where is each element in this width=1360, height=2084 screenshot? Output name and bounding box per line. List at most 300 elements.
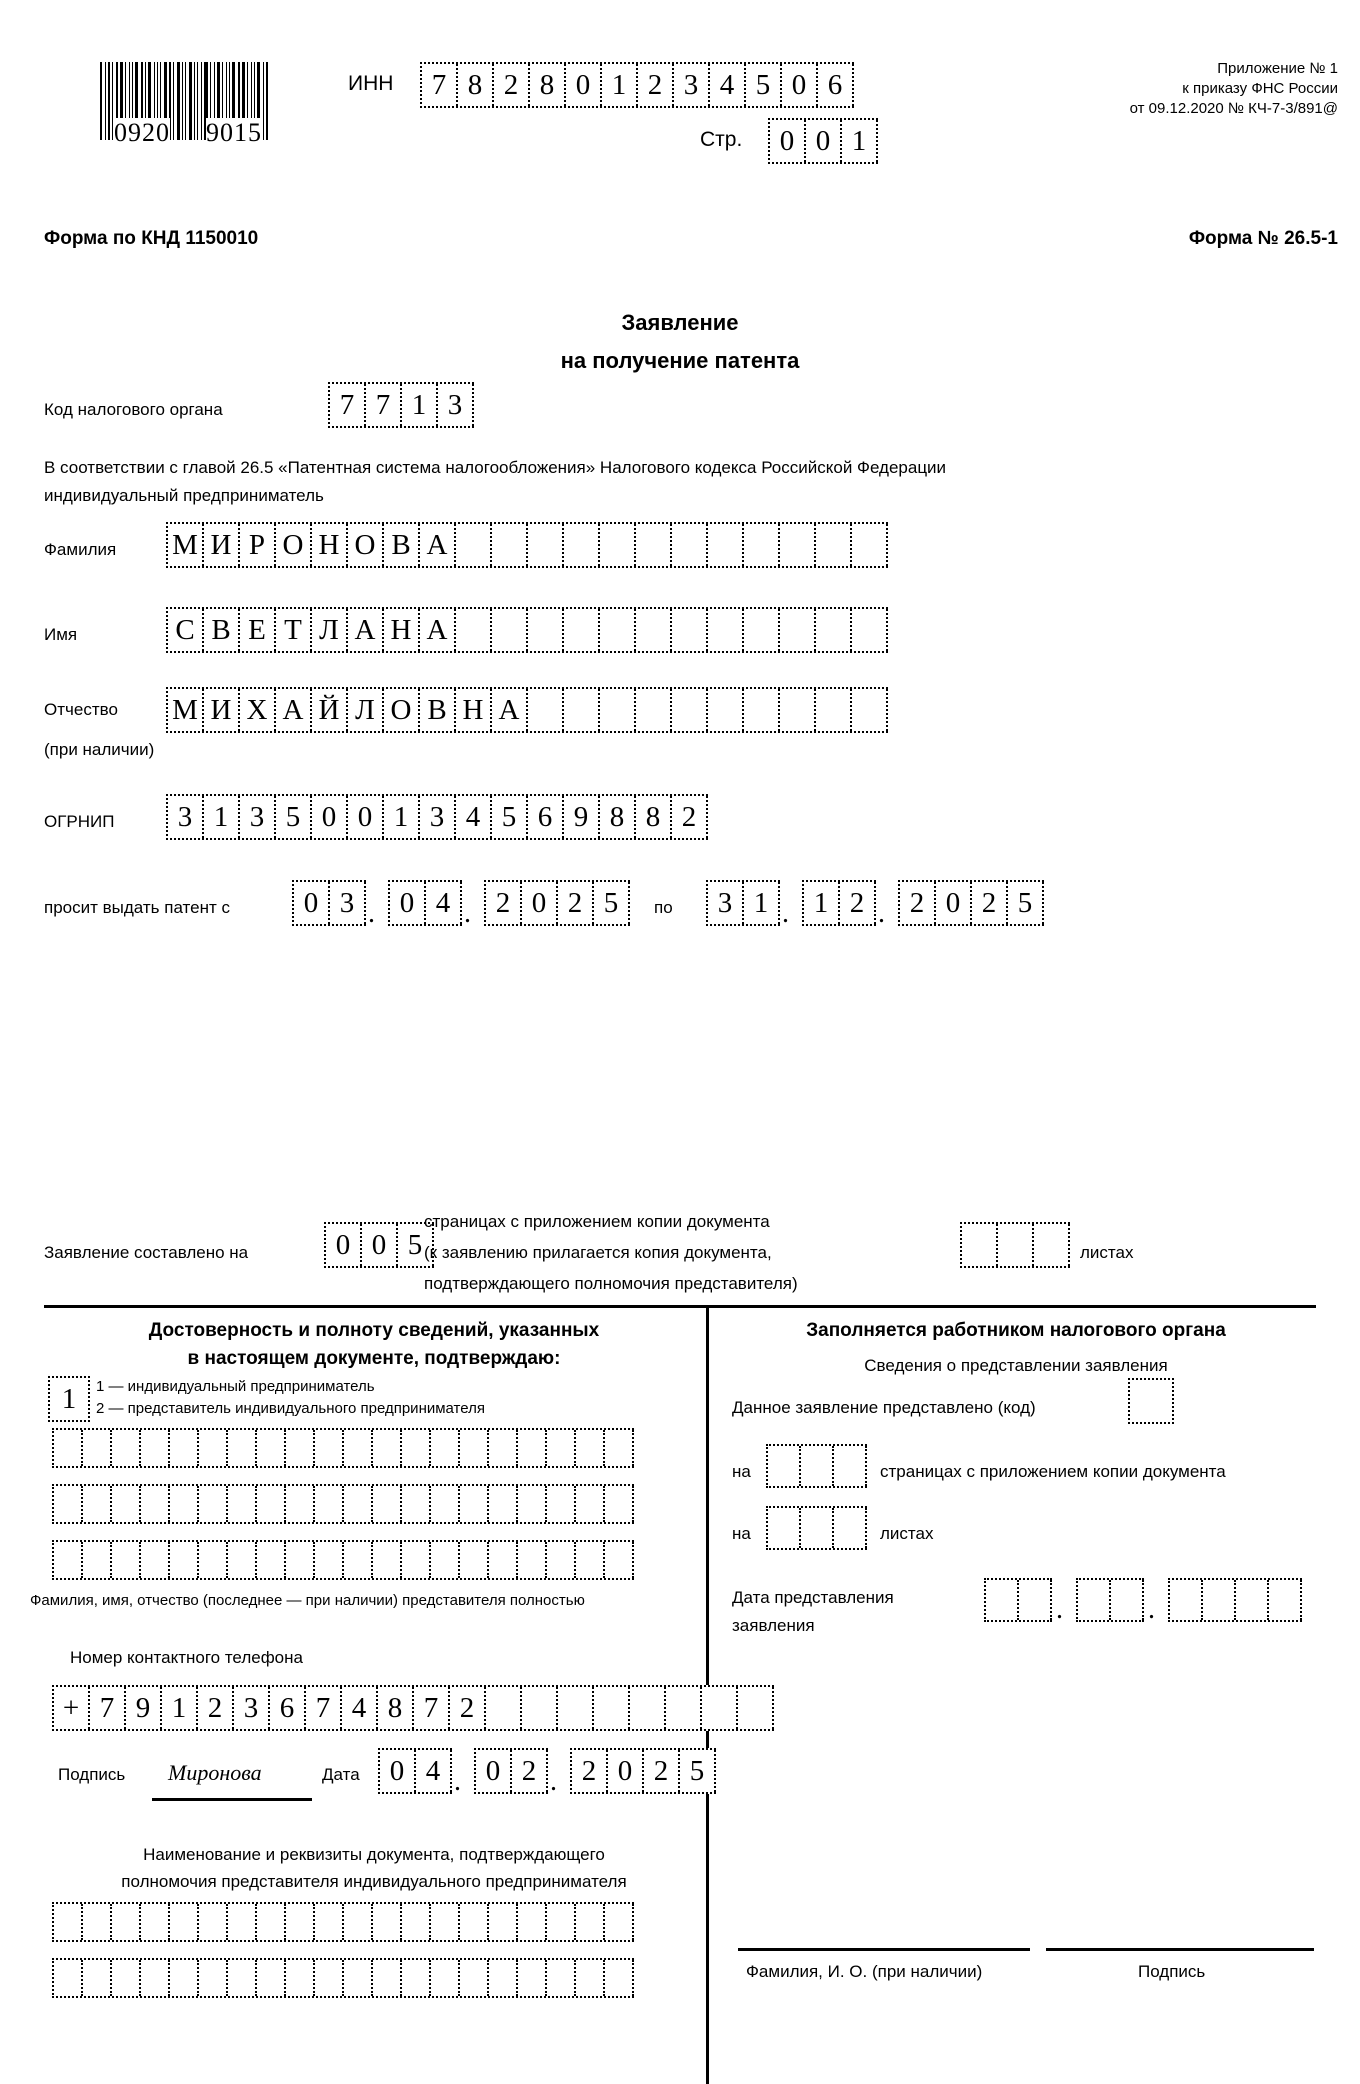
date-cell	[1203, 1580, 1236, 1620]
firstname-field[interactable]	[166, 607, 888, 653]
date-separator-dot: .	[878, 898, 885, 929]
inn-cell: 3	[674, 64, 710, 106]
tax-authority-code-field[interactable]	[328, 382, 474, 428]
date-cell: 1	[744, 882, 780, 924]
document-details-cell	[460, 1960, 489, 1996]
surname-cell	[564, 524, 600, 566]
date-cell	[1019, 1580, 1052, 1620]
date-cell: 1	[804, 882, 840, 924]
surname-cell: А	[420, 524, 456, 566]
representative-name-cell	[518, 1430, 547, 1466]
document-details-cell	[315, 1960, 344, 1996]
representative-name-cell	[112, 1430, 141, 1466]
firstname-cell	[816, 609, 852, 651]
ogrnip-cell: 8	[600, 796, 636, 838]
document-details-row[interactable]	[52, 1902, 634, 1942]
representative-name-cell	[199, 1486, 228, 1522]
surname-cell	[492, 524, 528, 566]
phone-cell	[558, 1687, 594, 1729]
tax-code-cell: 3	[438, 384, 474, 426]
document-details-cell	[141, 1960, 170, 1996]
document-details-cell	[605, 1960, 634, 1996]
barcode	[100, 62, 270, 148]
document-details-cell	[518, 1904, 547, 1940]
representative-name-cell	[286, 1486, 315, 1522]
representative-name-cell	[605, 1430, 634, 1466]
date-separator-dot: .	[1148, 1594, 1155, 1625]
official-date-label-1: Дата представления	[732, 1588, 894, 1607]
confirmation-date-day[interactable]	[378, 1748, 452, 1794]
ogrnip-cell: 8	[636, 796, 672, 838]
document-details-cell	[112, 1960, 141, 1996]
tax-code-cell: 1	[402, 384, 438, 426]
patronymic-cell	[564, 689, 600, 731]
representative-name-cell	[547, 1486, 576, 1522]
representative-name-cell	[257, 1486, 286, 1522]
official-subheading: Сведения о представлении заявления	[864, 1356, 1168, 1375]
surname-cell	[672, 524, 708, 566]
phone-cell: 9	[126, 1687, 162, 1729]
confirmation-code-value: 1	[61, 1382, 77, 1415]
ogrnip-cell: 5	[276, 796, 312, 838]
ogrnip-cell: 6	[528, 796, 564, 838]
appendix-line-1: Приложение № 1	[1217, 60, 1338, 77]
document-details-row[interactable]	[52, 1958, 634, 1998]
date-cell	[1111, 1580, 1144, 1620]
official-on-label-1: на	[732, 1462, 751, 1481]
document-details-cell	[460, 1904, 489, 1940]
inn-cell: 5	[746, 64, 782, 106]
ogrnip-cell: 1	[384, 796, 420, 838]
representative-name-cell	[257, 1542, 286, 1578]
inn-cell: 4	[710, 64, 746, 106]
official-footer-signature: Подпись	[1138, 1962, 1206, 1981]
patronymic-cell	[744, 689, 780, 731]
representative-name-cell	[170, 1430, 199, 1466]
official-heading: Заполняется работником налогового органа	[806, 1320, 1226, 1341]
representative-name-cell	[431, 1542, 460, 1578]
date-cell: 5	[594, 882, 630, 924]
patronymic-cell	[780, 689, 816, 731]
ogrnip-field[interactable]	[166, 794, 708, 840]
representative-name-cell	[141, 1430, 170, 1466]
signature-label: Подпись	[58, 1765, 126, 1784]
inn-cell: 2	[638, 64, 674, 106]
patronymic-cell	[636, 689, 672, 731]
composition-text-1: страницах с приложением копии документа	[424, 1212, 770, 1231]
document-details-cell	[228, 1904, 257, 1940]
signature-underline	[152, 1798, 312, 1801]
official-pages-text: страницах с приложением копии документа	[880, 1462, 1226, 1481]
official-sheets-cell	[768, 1508, 801, 1548]
patronymic-cell	[708, 689, 744, 731]
page-title-line-2: на получение патента	[560, 348, 800, 373]
document-details-cell	[286, 1960, 315, 1996]
representative-name-cell	[373, 1486, 402, 1522]
representative-name-cell	[257, 1430, 286, 1466]
representative-name-cell	[141, 1542, 170, 1578]
date-cell: 0	[476, 1750, 512, 1792]
appendix-line-3: от 09.12.2020 № КЧ-7-3/891@	[1129, 100, 1338, 117]
appendix-line-2: к приказу ФНС России	[1182, 80, 1338, 97]
phone-cell: 4	[342, 1687, 378, 1729]
ogrnip-cell: 0	[312, 796, 348, 838]
official-date-label-2: заявления	[732, 1616, 815, 1635]
representative-name-cell	[344, 1486, 373, 1522]
phone-cell	[522, 1687, 558, 1729]
official-date-day[interactable]	[984, 1578, 1052, 1622]
representative-name-cell	[460, 1486, 489, 1522]
patronymic-field[interactable]	[166, 687, 888, 733]
date-cell: 2	[558, 882, 594, 924]
representative-name-cell	[431, 1486, 460, 1522]
date-cell: 3	[708, 882, 744, 924]
patent-to-month[interactable]	[802, 880, 876, 926]
firstname-cell	[852, 609, 888, 651]
representative-name-cell	[605, 1542, 634, 1578]
surname-cell: Н	[312, 524, 348, 566]
representative-name-cell	[83, 1430, 112, 1466]
representative-name-row[interactable]	[52, 1484, 634, 1524]
representative-name-cell	[170, 1486, 199, 1522]
date-cell	[1236, 1580, 1269, 1620]
pages-cell: 0	[326, 1224, 362, 1266]
official-on-label-2: на	[732, 1524, 751, 1543]
representative-name-cell	[402, 1430, 431, 1466]
representative-name-cell	[547, 1430, 576, 1466]
inn-cell: 8	[530, 64, 566, 106]
phone-cell: 7	[90, 1687, 126, 1729]
official-sheets-cell	[834, 1508, 867, 1548]
date-cell: 5	[680, 1750, 716, 1792]
representative-name-cell	[344, 1430, 373, 1466]
firstname-cell: С	[168, 609, 204, 651]
barcode-number-right: 9015	[206, 118, 262, 147]
patronymic-cell: Н	[456, 689, 492, 731]
intro-line-2: индивидуальный предприниматель	[44, 486, 324, 505]
patronymic-label: Отчество	[44, 700, 118, 719]
document-caption-2: полномочия представителя индивидуального предпринимателя	[121, 1872, 627, 1891]
surname-cell	[600, 524, 636, 566]
patent-to-label: по	[654, 898, 673, 917]
ogrnip-cell: 1	[204, 796, 240, 838]
representative-name-cell	[54, 1486, 83, 1522]
composition-pages-field[interactable]	[324, 1222, 434, 1268]
document-details-cell	[170, 1960, 199, 1996]
patronymic-cell: А	[492, 689, 528, 731]
representative-name-cell	[170, 1542, 199, 1578]
page-number-field[interactable]	[768, 118, 878, 164]
document-details-cell	[373, 1904, 402, 1940]
date-cell: 4	[426, 882, 462, 924]
official-sheets-cell	[801, 1508, 834, 1548]
phone-cell: 7	[414, 1687, 450, 1729]
document-details-cell	[576, 1904, 605, 1940]
page-number-cell: 1	[842, 120, 878, 162]
phone-cell	[630, 1687, 666, 1729]
intro-line-1: В соответствии с главой 26.5 «Патентная система налогообложения» Налогового кодекса Российской Федерации	[44, 458, 947, 477]
patent-from-month[interactable]	[388, 880, 462, 926]
patent-from-year[interactable]	[484, 880, 630, 926]
patronymic-cell: А	[276, 689, 312, 731]
surname-label: Фамилия	[44, 540, 117, 559]
patronymic-cell: М	[168, 689, 204, 731]
date-cell: 0	[390, 882, 426, 924]
composition-text-2: (к заявлению прилагается копия документа,	[424, 1243, 772, 1262]
date-separator-dot: .	[368, 898, 375, 929]
phone-cell: 8	[378, 1687, 414, 1729]
document-details-cell	[518, 1960, 547, 1996]
firstname-cell: Е	[240, 609, 276, 651]
ogrnip-cell: 4	[456, 796, 492, 838]
date-cell: 3	[330, 882, 366, 924]
barcode-numbers	[100, 118, 270, 148]
ogrnip-cell: 0	[348, 796, 384, 838]
document-details-cell	[170, 1904, 199, 1940]
firstname-cell	[600, 609, 636, 651]
document-details-cell	[286, 1904, 315, 1940]
inn-field[interactable]	[420, 62, 854, 108]
ogrnip-cell: 9	[564, 796, 600, 838]
date-cell	[1170, 1580, 1203, 1620]
date-cell	[1078, 1580, 1111, 1620]
document-details-cell	[112, 1904, 141, 1940]
phone-cell: 7	[306, 1687, 342, 1729]
surname-cell	[816, 524, 852, 566]
surname-cell	[636, 524, 672, 566]
surname-cell	[744, 524, 780, 566]
representative-name-cell	[460, 1430, 489, 1466]
sheets-cell	[998, 1224, 1034, 1266]
representative-name-cell	[576, 1542, 605, 1578]
date-cell	[986, 1580, 1019, 1620]
firstname-cell	[744, 609, 780, 651]
surname-cell: М	[168, 524, 204, 566]
firstname-cell	[780, 609, 816, 651]
official-submitted-code-field[interactable]	[1128, 1378, 1174, 1424]
patronymic-cell	[852, 689, 888, 731]
surname-cell	[708, 524, 744, 566]
official-pages-cell	[801, 1446, 834, 1486]
representative-name-cell	[141, 1486, 170, 1522]
representative-name-cell	[489, 1542, 518, 1578]
official-pages-field[interactable]	[766, 1444, 867, 1488]
phone-cell: 2	[450, 1687, 486, 1729]
representative-name-cell	[112, 1542, 141, 1578]
document-details-cell	[402, 1904, 431, 1940]
surname-field[interactable]	[166, 522, 888, 568]
document-details-cell	[199, 1960, 228, 1996]
patronymic-cell	[816, 689, 852, 731]
surname-cell: В	[384, 524, 420, 566]
surname-cell	[780, 524, 816, 566]
representative-caption: Фамилия, имя, отчество (последнее — при наличии) представителя полностью	[30, 1592, 585, 1609]
tax-code-cell: 7	[330, 384, 366, 426]
firstname-cell: Л	[312, 609, 348, 651]
representative-name-cell	[489, 1430, 518, 1466]
official-sheets-text: листах	[880, 1524, 934, 1543]
ogrnip-cell: 3	[240, 796, 276, 838]
phone-label: Номер контактного телефона	[70, 1648, 303, 1667]
document-details-cell	[373, 1960, 402, 1996]
document-details-cell	[431, 1960, 460, 1996]
confirmation-code-field[interactable]	[48, 1376, 90, 1422]
representative-name-cell	[373, 1430, 402, 1466]
ogrnip-cell: 3	[420, 796, 456, 838]
date-cell: 2	[644, 1750, 680, 1792]
phone-cell	[738, 1687, 774, 1729]
date-cell: 0	[608, 1750, 644, 1792]
surname-cell: И	[204, 524, 240, 566]
firstname-cell	[492, 609, 528, 651]
document-details-cell	[315, 1904, 344, 1940]
composition-label: Заявление составлено на	[44, 1243, 249, 1262]
official-date-year[interactable]	[1168, 1578, 1302, 1622]
patronymic-cell: В	[420, 689, 456, 731]
patronymic-cell: О	[384, 689, 420, 731]
inn-label: ИНН	[348, 72, 394, 95]
date-cell: 0	[522, 882, 558, 924]
sheets-cell	[1034, 1224, 1070, 1266]
representative-name-row[interactable]	[52, 1540, 634, 1580]
firstname-cell	[528, 609, 564, 651]
document-details-cell	[54, 1904, 83, 1940]
phone-cell	[486, 1687, 522, 1729]
patent-from-day[interactable]	[292, 880, 366, 926]
date-cell: 2	[840, 882, 876, 924]
representative-name-cell	[315, 1486, 344, 1522]
inn-cell: 7	[422, 64, 458, 106]
date-cell: 0	[936, 882, 972, 924]
representative-name-cell	[547, 1542, 576, 1578]
ogrnip-cell: 5	[492, 796, 528, 838]
representative-name-cell	[286, 1542, 315, 1578]
date-cell: 2	[572, 1750, 608, 1792]
official-sheets-field[interactable]	[766, 1506, 867, 1550]
patronymic-cell: И	[204, 689, 240, 731]
representative-name-cell	[402, 1542, 431, 1578]
date-separator-dot: .	[454, 1766, 461, 1797]
page-label: Стр.	[700, 128, 743, 151]
date-cell: 0	[294, 882, 330, 924]
firstname-cell: В	[204, 609, 240, 651]
phone-cell: 3	[234, 1687, 270, 1729]
representative-name-cell	[489, 1486, 518, 1522]
representative-name-cell	[199, 1542, 228, 1578]
barcode-number-left: 0920	[114, 118, 170, 147]
composition-sheets-field[interactable]	[960, 1222, 1070, 1268]
date-separator-dot: .	[782, 898, 789, 929]
official-submitted-label: Данное заявление представлено (код)	[732, 1398, 1036, 1417]
representative-name-row[interactable]	[52, 1428, 634, 1468]
appendix-header	[1130, 60, 1338, 117]
document-details-cell	[547, 1904, 576, 1940]
representative-name-cell	[373, 1542, 402, 1578]
date-cell: 0	[380, 1750, 416, 1792]
phone-cell	[666, 1687, 702, 1729]
document-details-cell	[199, 1904, 228, 1940]
ogrnip-label: ОГРНИП	[44, 812, 115, 831]
date-cell: 2	[486, 882, 522, 924]
official-date-month[interactable]	[1076, 1578, 1144, 1622]
patronymic-cell	[600, 689, 636, 731]
representative-name-cell	[576, 1486, 605, 1522]
document-details-cell	[344, 1904, 373, 1940]
representative-name-cell	[344, 1542, 373, 1578]
date-separator-dot: .	[550, 1766, 557, 1797]
representative-name-cell	[518, 1542, 547, 1578]
composition-sheets-label: листах	[1080, 1243, 1134, 1262]
patent-to-day[interactable]	[706, 880, 780, 926]
official-pages-cell	[834, 1446, 867, 1486]
composition-text-3: подтверждающего полномочия представителя)	[424, 1274, 798, 1293]
patronymic-cell: Л	[348, 689, 384, 731]
date-separator-dot: .	[1056, 1594, 1063, 1625]
patronymic-cell: Й	[312, 689, 348, 731]
phone-cell	[702, 1687, 738, 1729]
patronymic-cell	[528, 689, 564, 731]
firstname-cell	[672, 609, 708, 651]
pages-cell: 0	[362, 1224, 398, 1266]
patronymic-cell	[672, 689, 708, 731]
date-cell: 2	[512, 1750, 548, 1792]
knd-code: Форма по КНД 1150010	[44, 228, 259, 249]
representative-name-cell	[199, 1430, 228, 1466]
representative-name-cell	[228, 1542, 257, 1578]
document-details-cell	[547, 1960, 576, 1996]
surname-cell: О	[348, 524, 384, 566]
representative-name-cell	[228, 1430, 257, 1466]
ogrnip-cell: 3	[168, 796, 204, 838]
surname-cell	[528, 524, 564, 566]
inn-cell: 2	[494, 64, 530, 106]
surname-cell	[456, 524, 492, 566]
patronymic-note: (при наличии)	[44, 740, 155, 759]
confirmation-date-month[interactable]	[474, 1748, 548, 1794]
confirmation-date-year[interactable]	[570, 1748, 716, 1794]
representative-name-cell	[402, 1486, 431, 1522]
inn-cell: 1	[602, 64, 638, 106]
firstname-cell: А	[348, 609, 384, 651]
ogrnip-cell: 2	[672, 796, 708, 838]
page-title-line-1: Заявление	[621, 310, 739, 335]
date-separator-dot: .	[464, 898, 471, 929]
patent-to-year[interactable]	[898, 880, 1044, 926]
phone-cell: +	[54, 1687, 90, 1729]
section-divider	[44, 1305, 1316, 1308]
official-name-underline	[738, 1948, 1030, 1951]
phone-field[interactable]	[52, 1685, 774, 1731]
document-details-cell	[141, 1904, 170, 1940]
representative-name-cell	[54, 1430, 83, 1466]
signature-value: Миронова	[168, 1760, 262, 1785]
representative-name-cell	[228, 1486, 257, 1522]
representative-name-cell	[518, 1486, 547, 1522]
confirmation-option-1: 1 — индивидуальный предприниматель	[96, 1378, 375, 1395]
confirmation-option-2: 2 — представитель индивидуального предпринимателя	[96, 1400, 485, 1417]
page-number-cell: 0	[806, 120, 842, 162]
surname-cell: Р	[240, 524, 276, 566]
representative-name-cell	[431, 1430, 460, 1466]
firstname-label: Имя	[44, 625, 78, 644]
representative-name-cell	[315, 1430, 344, 1466]
document-details-cell	[54, 1960, 83, 1996]
inn-cell: 8	[458, 64, 494, 106]
surname-cell	[852, 524, 888, 566]
patronymic-cell: Х	[240, 689, 276, 731]
phone-cell: 6	[270, 1687, 306, 1729]
tax-code-cell: 7	[366, 384, 402, 426]
